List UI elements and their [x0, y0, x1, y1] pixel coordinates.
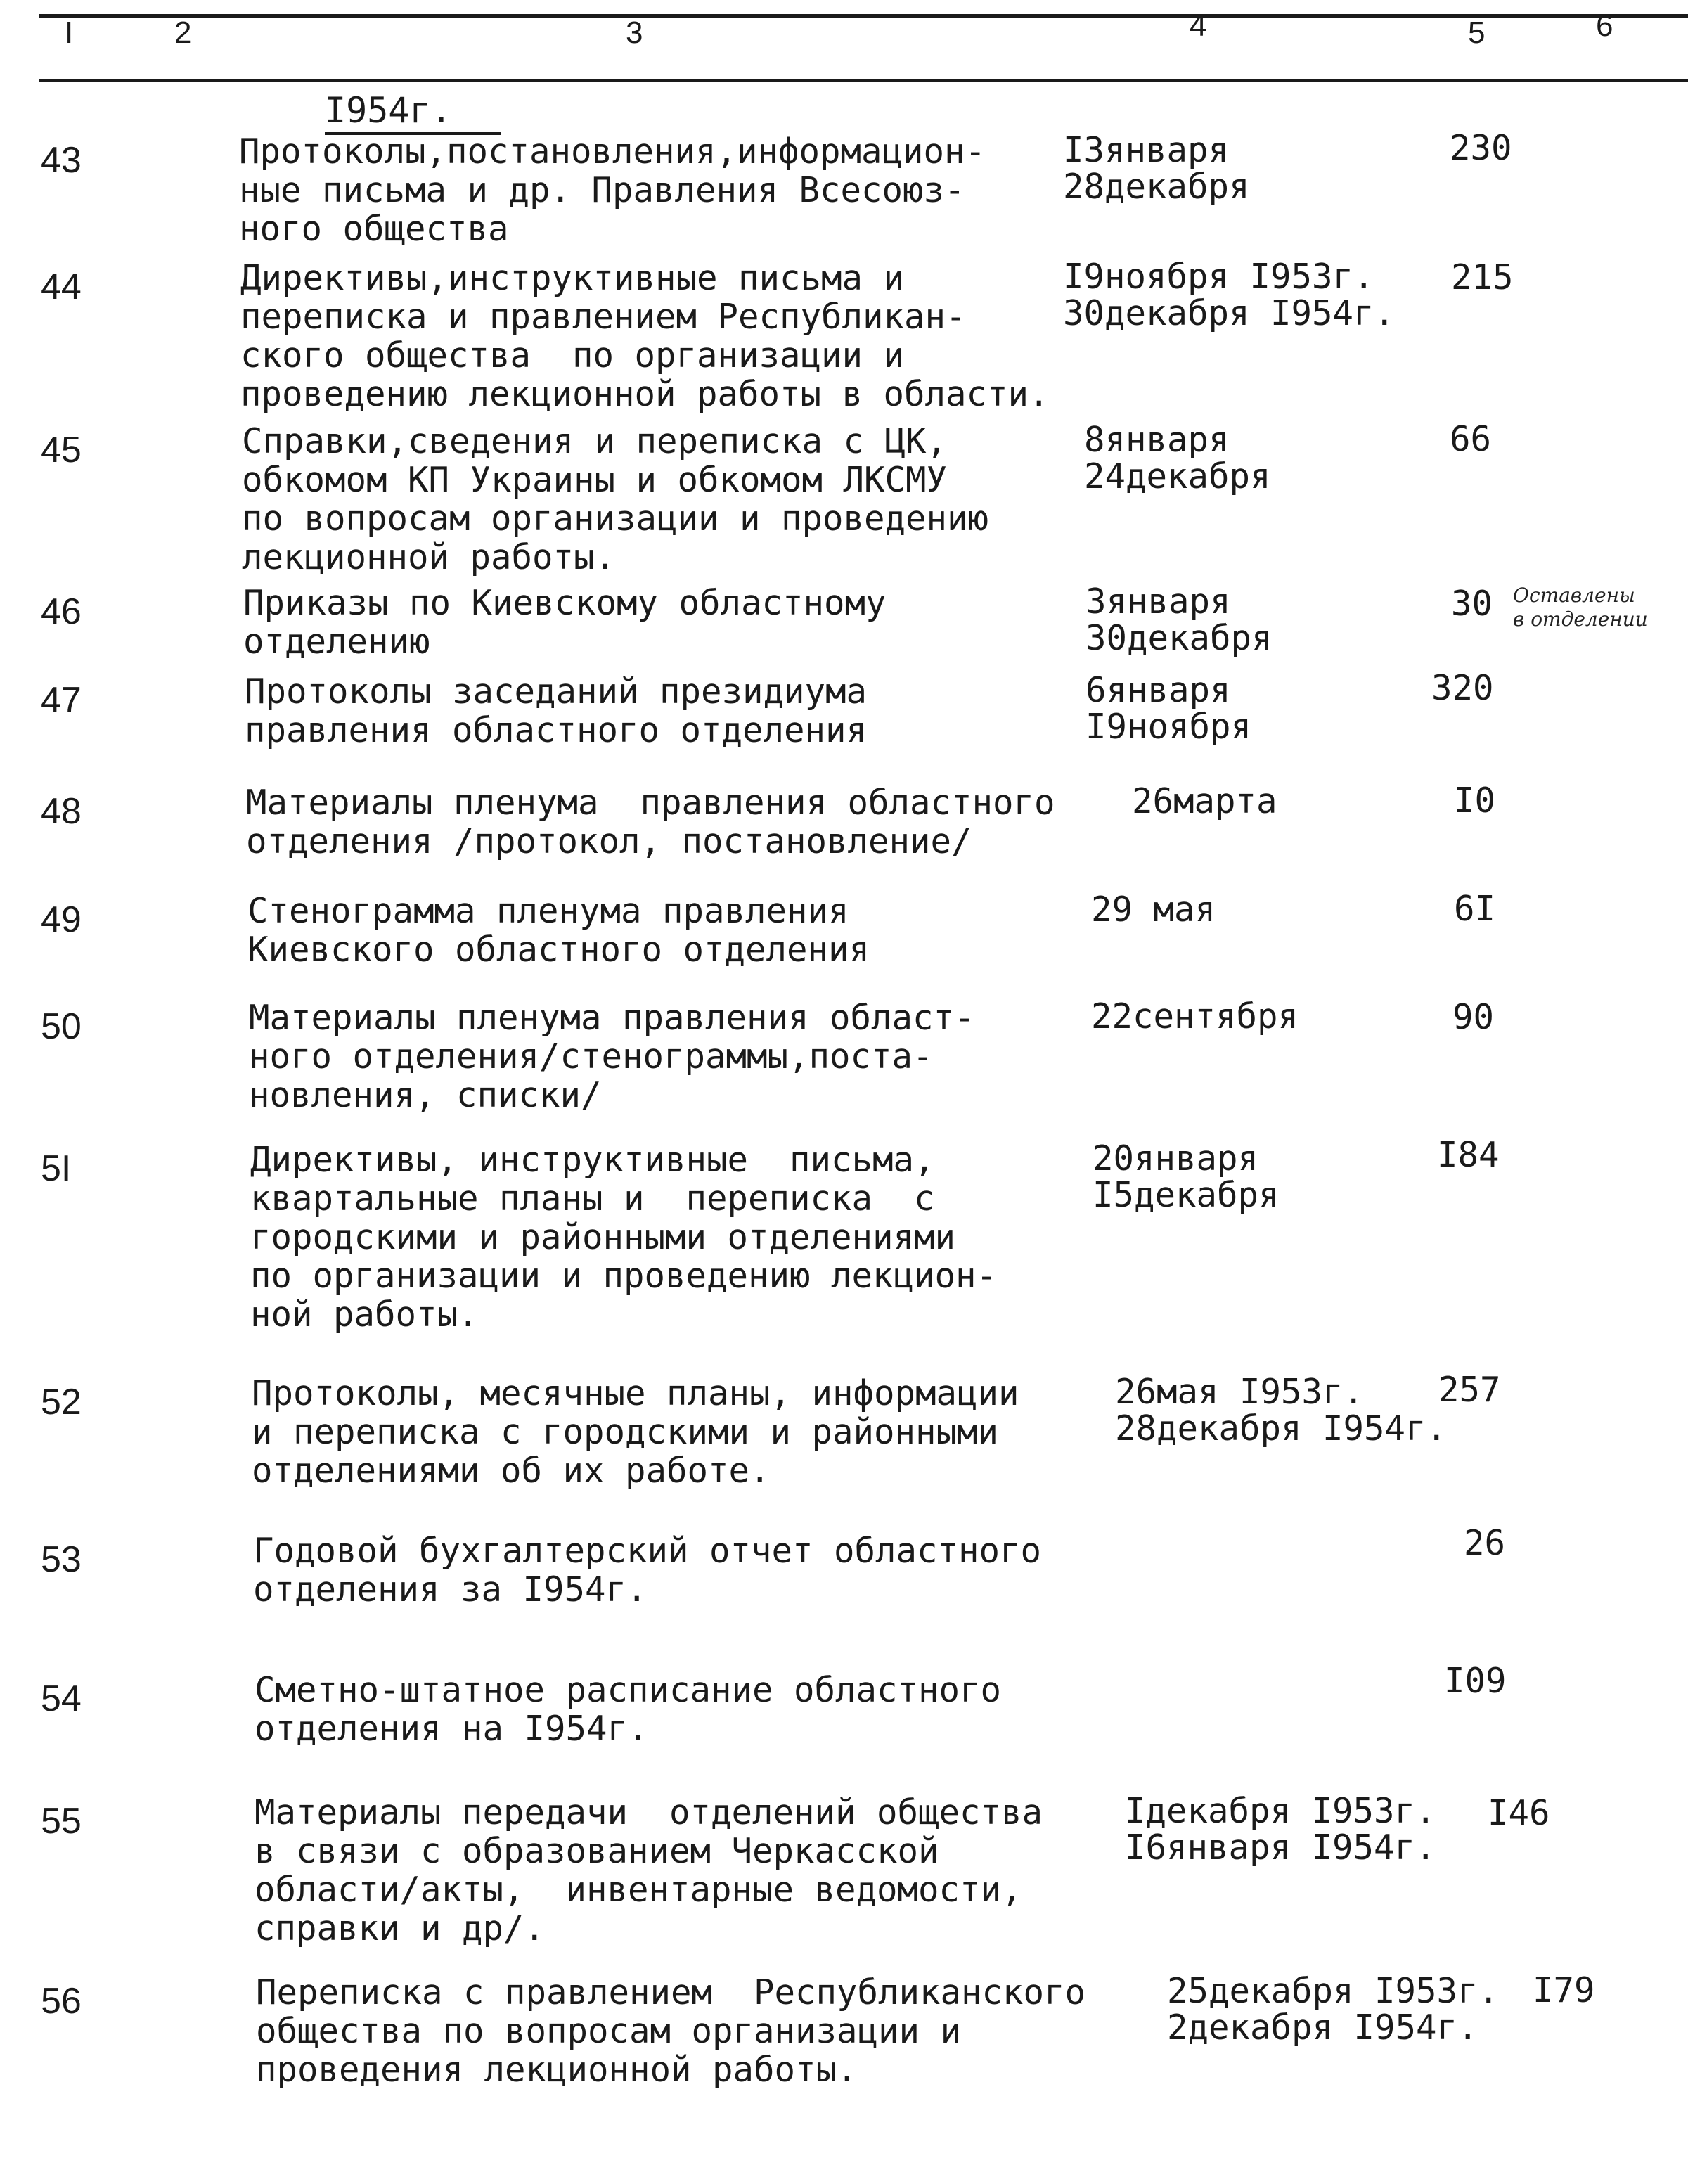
entry-dates [1167, 1973, 1499, 2046]
entry-dates [1132, 783, 1277, 820]
sheet-count: 6I [1454, 889, 1496, 929]
sheet-count: 215 [1451, 257, 1514, 297]
sheet-count: 26 [1464, 1523, 1506, 1563]
entry-title: Приказы по Киевскому областному отделению [243, 583, 887, 662]
column-number-4: 4 [1190, 8, 1207, 43]
entry-number: 49 [41, 899, 82, 940]
column-number-5: 5 [1468, 15, 1486, 50]
handwritten-note: Оставлены в отделении [1513, 584, 1648, 631]
entry-number: 56 [41, 1981, 82, 2022]
entry-title: Материалы пленума правления областного отделения /протокол, постановление/ [246, 783, 1055, 861]
entry-dates [1085, 672, 1251, 745]
entry-title: Справки,сведения и переписка с ЦК, обкомом КП Украины и обкомом ЛКСМУ по вопросам организации и проведению лекционной работы. [242, 421, 989, 577]
entry-number: 52 [41, 1382, 82, 1422]
date-to: 28декабря [1063, 167, 1250, 207]
date-from: 6января [1085, 670, 1231, 710]
date-to: 28декабря I954г. [1115, 1408, 1448, 1448]
date-to: 30декабря I954г. [1063, 293, 1396, 333]
entry-number: 50 [41, 1006, 82, 1047]
sheet-count: I09 [1444, 1661, 1507, 1701]
date-from: 26марта [1132, 781, 1277, 821]
date-from: I9ноября I953г. [1063, 257, 1374, 297]
date-from: 29 мая [1091, 889, 1216, 930]
entry-number: 43 [41, 140, 82, 181]
entry-number: 55 [41, 1801, 82, 1842]
date-from: 26мая I953г. [1115, 1372, 1365, 1412]
sheet-count: I0 [1454, 781, 1496, 821]
column-number-6: 6 [1596, 8, 1613, 43]
sheet-count: 257 [1438, 1370, 1501, 1410]
entry-dates [1063, 132, 1250, 205]
entry-title: Материалы пленума правления област- ного отделения/стенограммы,поста- новления, списки/ [249, 998, 975, 1115]
date-to: I5декабря [1093, 1175, 1280, 1215]
date-to: 30декабря [1085, 618, 1273, 658]
entry-title: Директивы,инструктивные письма и переписка и правлением Республикан- ского общества по организации и проведению лекционной работы в области. [240, 258, 1050, 414]
entry-number: 48 [41, 791, 82, 832]
column-number-1: I [65, 15, 74, 50]
date-from: 8января [1084, 420, 1230, 460]
date-from: Iдекабря I953г. [1125, 1791, 1436, 1831]
entry-title: Материалы передачи отделений общества в связи с образованием Черкасской области/акты, инвентарные ведомости, справки и др/. [255, 1792, 1043, 1948]
date-to: 2декабря I954г. [1167, 2008, 1478, 2048]
entry-title: Сметно-штатное расписание областного отделения на I954г. [255, 1670, 1002, 1749]
entry-dates [1115, 1374, 1447, 1447]
year-heading: I954г. [325, 90, 452, 131]
entry-dates [1091, 889, 1216, 930]
entry-number: 54 [41, 1678, 82, 1719]
sheet-count: I79 [1533, 1970, 1595, 2010]
date-to: 24декабря [1084, 456, 1271, 496]
sheet-count: 320 [1431, 668, 1494, 708]
date-from: I3января [1063, 130, 1230, 170]
sheet-count: 90 [1452, 997, 1495, 1037]
entry-number: 5I [41, 1148, 72, 1189]
date-from: 20января [1093, 1138, 1259, 1178]
column-number-3: 3 [626, 15, 643, 50]
date-from: 25декабря I953г. [1167, 1971, 1500, 2011]
entry-title: Протоколы,постановления,информацион- ные письма и др. Правления Всесоюз- ного общества [239, 131, 986, 249]
sheet-count: 230 [1450, 128, 1512, 168]
entry-dates [1091, 998, 1299, 1035]
entry-number: 45 [41, 430, 82, 470]
entry-title: Годовой бухгалтерский отчет областного отделения за I954г. [253, 1531, 1042, 1610]
entry-title: Стенограмма пленума правления Киевского областного отделения [247, 891, 870, 970]
entry-title: Директивы, инструктивные письма, квартальные планы и переписка с городскими и районными отделениями по организации и проведению лекцион- ной работы. [250, 1140, 998, 1335]
header-rule [39, 79, 1688, 82]
entry-number: 44 [41, 266, 82, 307]
entry-dates [1085, 584, 1273, 657]
date-to: I9ноября [1085, 707, 1252, 747]
top-rule [39, 14, 1688, 18]
sheet-count: 30 [1451, 584, 1493, 624]
entry-dates [1093, 1138, 1280, 1215]
sheet-count: 66 [1450, 419, 1492, 459]
entry-title: Протоколы заседаний президиума правления областного отделения [245, 672, 868, 750]
column-number-2: 2 [174, 15, 192, 50]
entry-number: 53 [41, 1539, 82, 1580]
entry-number: 46 [41, 591, 82, 632]
entry-title: Протоколы, месячные планы, информации и переписка с городскими и районными отделениями об их работе. [252, 1373, 1019, 1491]
date-to: I6января I954г. [1125, 1828, 1436, 1868]
sheet-count: I84 [1437, 1135, 1500, 1175]
date-from: 22сентября [1091, 996, 1299, 1036]
entry-dates [1084, 422, 1271, 495]
entry-title: Переписка с правлением Республиканского общества по вопросам организации и проведения лекционной работы. [256, 1972, 1086, 2090]
entry-dates [1063, 259, 1395, 332]
entry-dates [1125, 1793, 1436, 1866]
sheet-count: I46 [1488, 1793, 1550, 1833]
entry-number: 47 [41, 680, 82, 721]
date-from: 3января [1085, 582, 1231, 622]
